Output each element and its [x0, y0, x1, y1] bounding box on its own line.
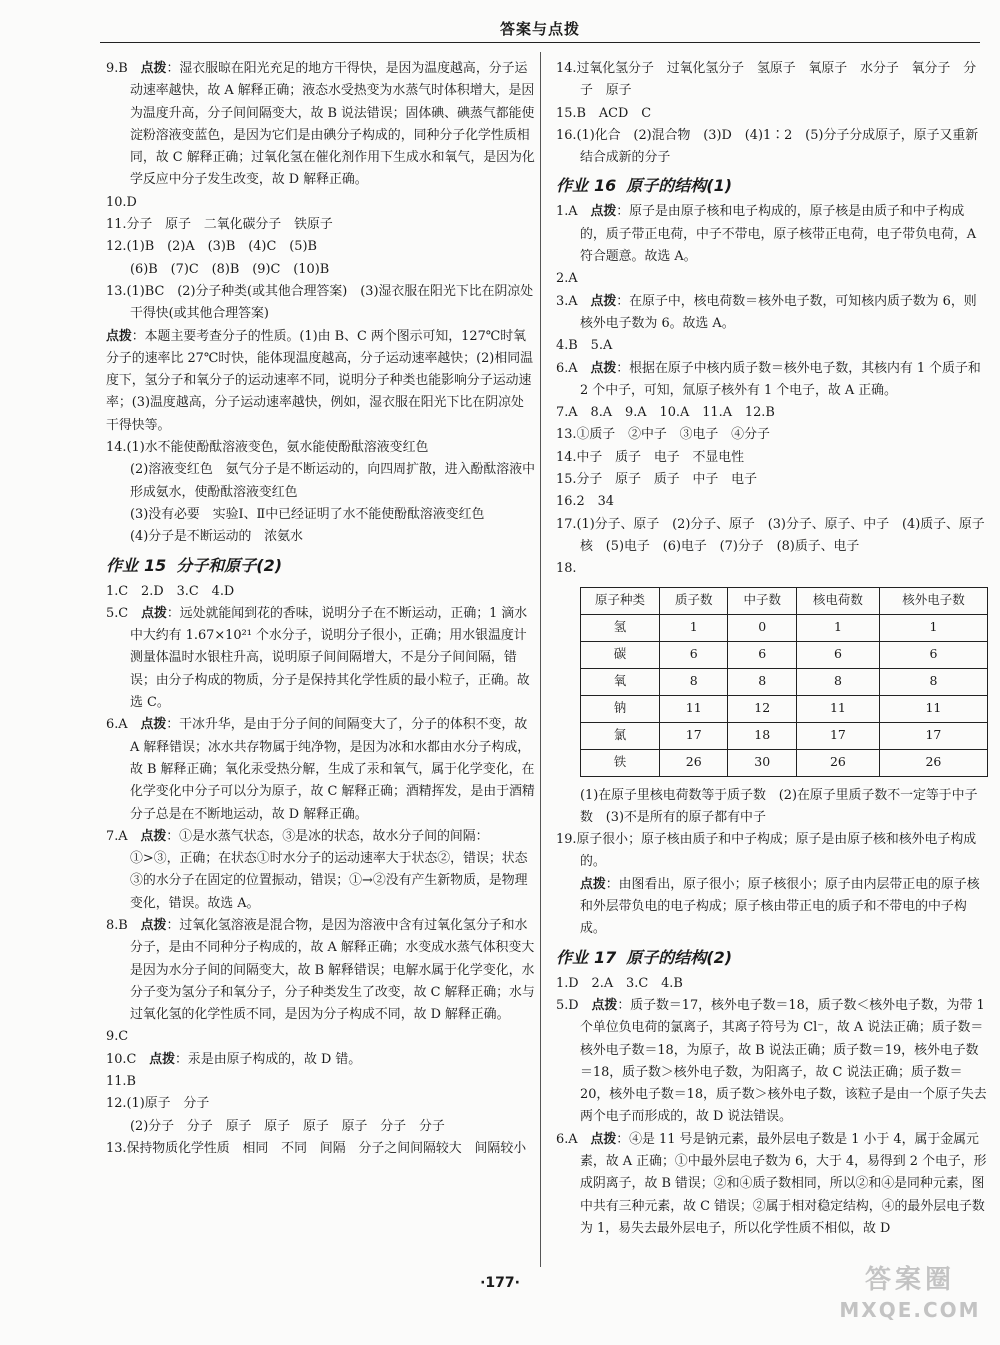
table-cell: 铁 — [581, 749, 660, 776]
table-cell: 26 — [796, 749, 879, 776]
answer-item: 点拨：本题主要考查分子的性质。(1)由 B、C 两个图示可知，127℃时氧分子的速率比 27℃时快，能体现温度越高，分子运动速率越快；(2)相同温度下，氢分子和氧分子的运动速率不同，说明分子种类也能影响分子运动速率；(3)温度越高，分子运动速率越快，例如，湿衣服在阳光下比在阴凉处干得快等。 — [106, 328, 534, 433]
table-cell: 6 — [879, 641, 987, 668]
answer-item: 16.2 34 — [556, 494, 614, 510]
answer-item: 14.过氧化氢分子 过氧化氢分子 氢原子 氧原子 水分子 氧分子 分子 原子 — [556, 61, 977, 99]
answer-item: 1.D 2.A 3.C 4.B — [556, 975, 683, 991]
answer-item: 8.B 点拨：过氧化氢溶液是混合物，是因为溶液中含有过氧化氢分子和水分子，是由不同种分子构成的，故 A 解释正确；水变成水蒸气体积变大是因为水分子间的间隔变大，故 B 解释错误；电解水属于化学变化，水分子变为氢分子和氧分子，分子种类发生了改变，故 C 解释正确；水与过氧化氢的化学性质不同，是因为分子构成不同，故 D 解释正确。 — [106, 917, 535, 1023]
answer-item: 12.(1)原子 分子 — [106, 1096, 210, 1112]
answer-item: 13.(1)BC (2)分子种类(或其他合理答案) (3)湿衣服在阳光下比在阴凉处干得快(或其他合理答案) — [106, 283, 534, 322]
left-column — [106, 58, 536, 1160]
answer-item: 15.B ACD C — [556, 105, 652, 121]
table-cell: 11 — [659, 695, 728, 722]
table-cell: 30 — [728, 749, 797, 776]
answer-item: 16.(1)化合 (2)混合物 (3)D (4)1∶2 (5)分子分成原子，原子又重新结合成新的分子 — [556, 127, 979, 166]
table-cell: 1 — [879, 614, 987, 641]
answer-item: 13.保持物质化学性质 相同 不同 间隔 分子之间间隔较大 间隔较小 — [106, 1140, 527, 1156]
table-cell: 26 — [879, 749, 987, 776]
answer-item: 7.A 8.A 9.A 10.A 11.A 12.B — [556, 405, 775, 421]
table-header-cell: 原子种类 — [581, 587, 660, 614]
page-number: ·177· — [480, 1275, 520, 1291]
section-label: 作业 — [556, 176, 589, 196]
table-header-cell: 质子数 — [659, 587, 728, 614]
table-cell: 氯 — [581, 722, 660, 749]
answer-item: 11.分子 原子 二氧化碳分子 铁原子 — [106, 217, 333, 233]
answer-item: (3)没有必要 实验Ⅰ、Ⅱ中已经证明了水不能使酚酞溶液变红色 — [130, 506, 485, 522]
table-cell: 6 — [659, 641, 728, 668]
answer-item: 6.A 点拨：干冰升华，是由于分子间的间隔变大了，分子的体积不变，故 A 解释错误；冰水共存物属于纯净物，是因为冰和水都由水分子构成，故 B 解释正确；氧化汞受热分解，生成了汞和氧气，属于化学变化，在化学变化中分子可以分为原子，故 C 解释正确；酒精挥发，是由于酒精分子总是在不断地运动，故 D 解释正确。 — [106, 717, 535, 822]
table-row — [581, 641, 988, 668]
section-title: 原子的结构(2) — [626, 947, 733, 967]
answer-item: 14.中子 质子 电子 不显电性 — [556, 449, 745, 465]
column-divider — [540, 52, 541, 1267]
section-number: 17 — [594, 947, 617, 967]
answer-item: (1)在原子里核电荷数等于质子数 (2)在原子里质子数不一定等于中子数 (3)不是所有的原子都有中子 — [580, 787, 978, 825]
table-cell: 6 — [796, 641, 879, 668]
watermark-top: 答案圈 — [864, 1265, 955, 1295]
watermark-bottom: MXQE.COM — [839, 1298, 981, 1322]
answer-item: 10.C 点拨：汞是由原子构成的，故 D 错。 — [106, 1051, 362, 1067]
watermark-logo — [830, 1265, 990, 1337]
answer-item: 15.分子 原子 质子 中子 电子 — [556, 472, 757, 488]
table-row — [581, 722, 988, 749]
table-cell: 钠 — [581, 695, 660, 722]
table-cell: 17 — [879, 722, 987, 749]
answer-item: 13.①质子 ②中子 ③电子 ④分子 — [556, 427, 770, 443]
answer-item: 5.D 点拨：质子数＝17，核外电子数＝18，质子数＜核外电子数，为带 1 个单位负电荷的氯离子，其离子符号为 Cl⁻，故 A 说法正确；质子数＝核外电子数＝18，为原子，故 B 说法正确；质子数＝19，核外电子数＝18，质子数＞核外电子数，为阳离子，故 C 说法正确；质子数＝20，核外电子数＝18，质子数＞核外电子数，该粒子是由一个原子失去两个电子而形成的，故 D 说法错误。 — [556, 997, 987, 1125]
section-heading — [556, 173, 988, 199]
right-column — [556, 58, 988, 1240]
answer-item: 12.(1)B (2)A (3)B (4)C (5)B — [106, 239, 317, 255]
answer-item: (4)分子是不断运动的 浓氨水 — [130, 529, 303, 545]
answer-item: 点拨：由图看出，原子很小；原子核很小；原子由内层带正电的原子核和外层带负电的电子构成；原子核由带正电的质子和不带电的中子构成。 — [580, 876, 980, 937]
answer-item: 18. — [556, 561, 577, 577]
table-cell: 12 — [728, 695, 797, 722]
section-title: 分子和原子(2) — [176, 555, 283, 575]
table-cell: 11 — [879, 695, 987, 722]
section-number: 16 — [594, 176, 617, 196]
answer-item: 1.A 点拨：原子是由原子核和电子构成的，原子核是由质子和中子构成的，质子带正电荷，中子不带电，原子核带正电荷，电子带负电荷，A 符合题意。故选 A。 — [556, 204, 977, 265]
table-header-cell: 核电荷数 — [796, 587, 879, 614]
table-cell: 8 — [879, 668, 987, 695]
section-title: 原子的结构(1) — [626, 176, 733, 196]
atom-table — [580, 587, 988, 777]
answer-item: 19.原子很小；原子核由质子和中子构成；原子是由原子核和核外电子构成的。 — [556, 832, 977, 870]
answer-item: 10.D — [106, 194, 137, 210]
table-cell: 碳 — [581, 641, 660, 668]
table-cell: 8 — [728, 668, 797, 695]
table-cell: 0 — [728, 614, 797, 641]
section-heading — [106, 553, 536, 579]
table-cell: 氧 — [581, 668, 660, 695]
table-row — [581, 695, 988, 722]
answer-item: 4.B 5.A — [556, 338, 613, 354]
section-label: 作业 — [556, 947, 589, 967]
table-cell: 氢 — [581, 614, 660, 641]
table-header-cell: 核外电子数 — [879, 587, 987, 614]
answer-item: 17.(1)分子、原子 (2)分子、原子 (3)分子、原子、中子 (4)质子、原子核 (5)电子 (6)电子 (7)分子 (8)质子、电子 — [556, 516, 985, 554]
table-cell: 8 — [796, 668, 879, 695]
answer-item: (2)溶液变红色 氨气分子是不断运动的，向四周扩散，进入酚酞溶液中形成氨水，使酚酞溶液变红色 — [130, 462, 535, 500]
section-number: 15 — [144, 555, 167, 575]
table-row — [581, 749, 988, 776]
table-cell: 26 — [659, 749, 728, 776]
answer-item: (2)分子 分子 原子 原子 原子 原子 分子 分子 — [130, 1118, 445, 1134]
table-cell: 17 — [659, 722, 728, 749]
answer-item: 3.A 点拨：在原子中，核电荷数＝核外电子数，可知核内质子数为 6，则核外电子数为 6。故选 A。 — [556, 293, 977, 331]
section-label: 作业 — [106, 555, 139, 575]
answer-item: (6)B (7)C (8)B (9)C (10)B — [130, 261, 330, 277]
table-row — [581, 668, 988, 695]
table-header-cell: 中子数 — [728, 587, 797, 614]
table-cell: 18 — [728, 722, 797, 749]
table-cell: 1 — [659, 614, 728, 641]
table-cell: 1 — [796, 614, 879, 641]
table-cell: 17 — [796, 722, 879, 749]
header-rule — [100, 42, 980, 43]
section-heading — [556, 945, 988, 971]
table-row — [581, 614, 988, 641]
table-cell: 11 — [796, 695, 879, 722]
answer-item: 11.B — [106, 1074, 136, 1090]
answer-item: 5.C 点拨：远处就能闻到花的香味，说明分子在不断运动，正确；1 滴水中大约有 1.67×10²¹ 个水分子，说明分子很小，正确；用水银温度计测量体温时水银柱升高，说明原子间间隔增大，不是分子间间隔，错误；由分子构成的物质，分子是保持其化学性质的最小粒子，正确。故选 C。 — [106, 605, 530, 711]
answer-item: 9.C — [106, 1029, 129, 1045]
answer-item: 14.(1)水不能使酚酞溶液变色，氨水能使酚酞溶液变红色 — [106, 440, 429, 456]
table-cell: 6 — [728, 641, 797, 668]
page-header: 答案与点拨 — [499, 20, 580, 38]
answer-item: 1.C 2.D 3.C 4.D — [106, 583, 235, 599]
answer-item: 7.A 点拨：①是水蒸气状态，③是冰的状态，故水分子间的间隔：①>③，正确；在状态①时水分子的运动速率大于状态②，错误；状态③的水分子在固定的位置振动，错误；①→②没有产生新物质，是物理变化，错误。故选 A。 — [106, 828, 528, 911]
table-header-row — [581, 587, 988, 614]
answer-item: 9.B 点拨：湿衣服晾在阳光充足的地方干得快，是因为温度越高，分子运动速率越快，故 A 解释正确；液态水受热变为水蒸气时体积增大，是因为温度升高，分子间间隔变大，故 B 说法错误；固体碘、碘蒸气都能使淀粉溶液变蓝色，是因为它们是由碘分子构成的，同种分子化学性质相同，故 C 解释正确；过氧化氢在催化剂作用下生成水和氧气，是因为化学反应中分子发生改变，故 D 解释正确。 — [106, 61, 535, 188]
answer-item: 6.A 点拨：④是 11 号是钠元素，最外层电子数是 1 小于 4，属于金属元素，故 A 正确；①中最外层电子数为 6，大于 4，易得到 2 个电子，形成阴离子，故 B 错误；②和④质子数相同，所以②和④是同种元素，图中共有三种元素，故 C 错误；②属于相对稳定结构，④的最外层电子数为 1，易失去最外层电子，所以化学性质不相似，故 D — [556, 1131, 987, 1236]
answer-item: 2.A — [556, 271, 578, 287]
table-cell: 8 — [659, 668, 728, 695]
answer-item: 6.A 点拨：根据在原子中核内质子数＝核外电子数，其核内有 1 个质子和 2 个中子，可知，氚原子核外有 1 个电子，故 A 正确。 — [556, 360, 981, 398]
